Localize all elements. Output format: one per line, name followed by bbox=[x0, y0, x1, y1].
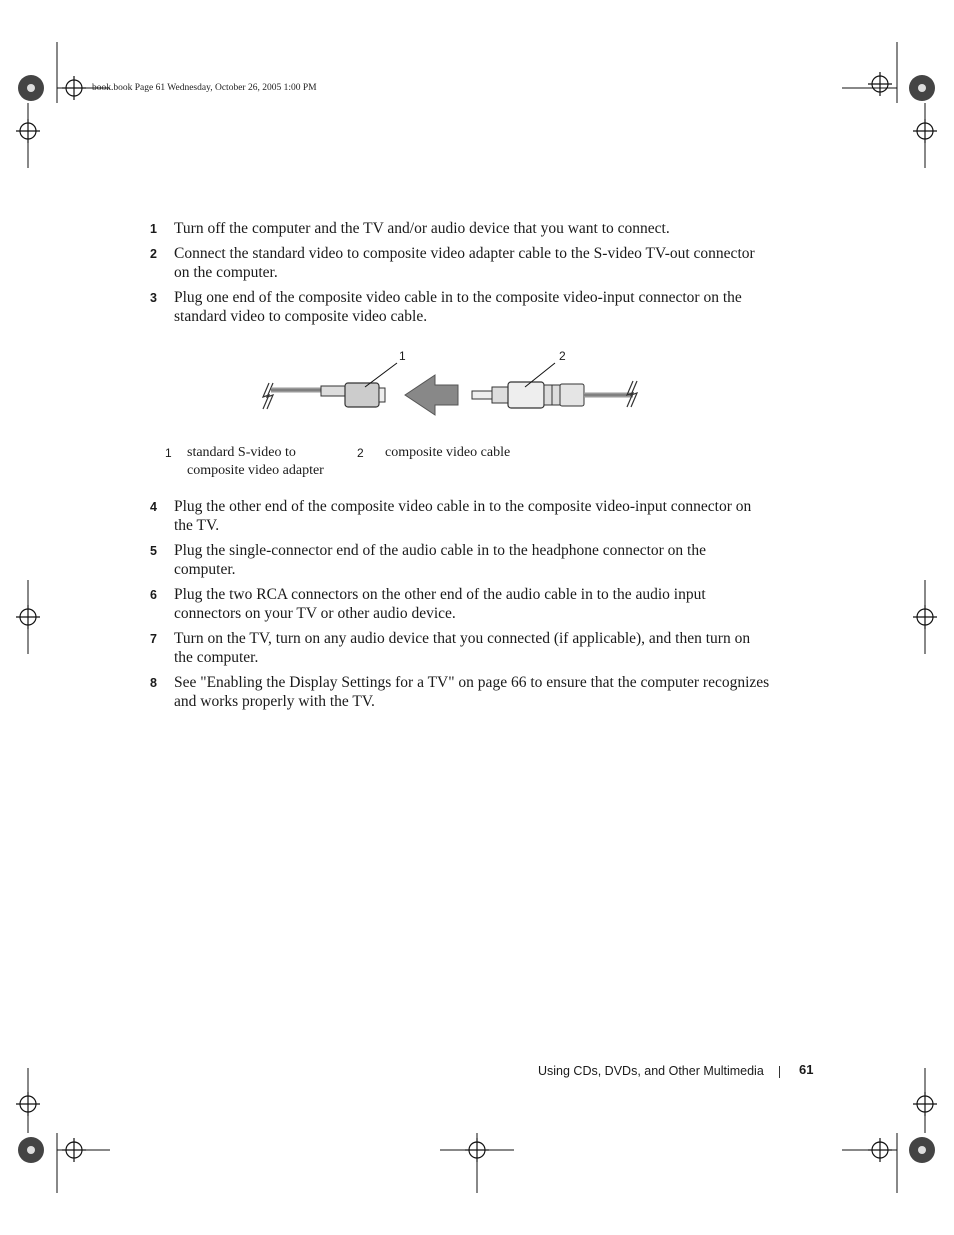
page-footer bbox=[538, 1062, 814, 1080]
cable-diagram bbox=[255, 345, 645, 425]
adapter-cable bbox=[263, 383, 385, 409]
callout-line-1 bbox=[365, 363, 397, 387]
caption-number: 1 bbox=[165, 446, 172, 460]
footer-separator bbox=[779, 1066, 780, 1078]
step-6 bbox=[150, 585, 770, 623]
step-text: Turn off the computer and the TV and/or audio device that you want to connect. bbox=[174, 220, 670, 237]
step-number: 3 bbox=[150, 291, 157, 305]
step-number: 7 bbox=[150, 632, 157, 646]
caption-number: 2 bbox=[357, 446, 364, 460]
step-text: Plug the single-connector end of the audio cable in to the headphone connector on the computer. bbox=[174, 542, 706, 578]
page-number: 61 bbox=[799, 1062, 814, 1077]
step-number: 2 bbox=[150, 247, 157, 261]
step-5 bbox=[150, 541, 770, 579]
step-text: Plug the two RCA connectors on the other end of the audio cable in to the audio input connectors on your TV or other audio device. bbox=[174, 586, 706, 622]
step-8 bbox=[150, 673, 770, 711]
step-2 bbox=[150, 244, 770, 282]
footer-section-title: Using CDs, DVDs, and Other Multimedia bbox=[538, 1064, 764, 1078]
steps-list-second bbox=[150, 497, 770, 711]
step-text: Plug one end of the composite video cable in to the composite video-input connector on the standard video to composite video cable. bbox=[174, 289, 742, 325]
caption-text: standard S-video to composite video adapter bbox=[187, 445, 324, 478]
step-number: 8 bbox=[150, 676, 157, 690]
callout-2: 2 bbox=[559, 349, 566, 363]
step-text: See "Enabling the Display Settings for a TV" on page 66 to ensure that the computer recognizes and works properly with the TV. bbox=[174, 674, 770, 710]
steps-list-first bbox=[150, 219, 770, 326]
step-text: Turn on the TV, turn on any audio device that you connected (if applicable), and then turn on the computer. bbox=[174, 630, 751, 666]
step-number: 4 bbox=[150, 500, 157, 514]
step-text: Plug the other end of the composite video cable in to the composite video-input connector on the TV. bbox=[174, 498, 752, 534]
direction-arrow-icon bbox=[405, 375, 458, 415]
step-number: 5 bbox=[150, 544, 157, 558]
step-1 bbox=[150, 219, 770, 238]
figure-captions bbox=[162, 444, 562, 484]
step-text: Connect the standard video to composite video adapter cable to the S-video TV-out connector on the computer. bbox=[174, 245, 755, 281]
caption-text: composite video cable bbox=[385, 445, 511, 460]
callout-1: 1 bbox=[399, 349, 406, 363]
step-number: 6 bbox=[150, 588, 157, 602]
print-header-note: book.book Page 61 Wednesday, October 26, 2005 1:00 PM bbox=[92, 83, 317, 93]
step-7 bbox=[150, 629, 770, 667]
composite-cable bbox=[472, 381, 637, 408]
step-3 bbox=[150, 288, 770, 326]
cable-connection-illustration bbox=[255, 345, 645, 425]
step-number: 1 bbox=[150, 222, 157, 236]
step-4 bbox=[150, 497, 770, 535]
